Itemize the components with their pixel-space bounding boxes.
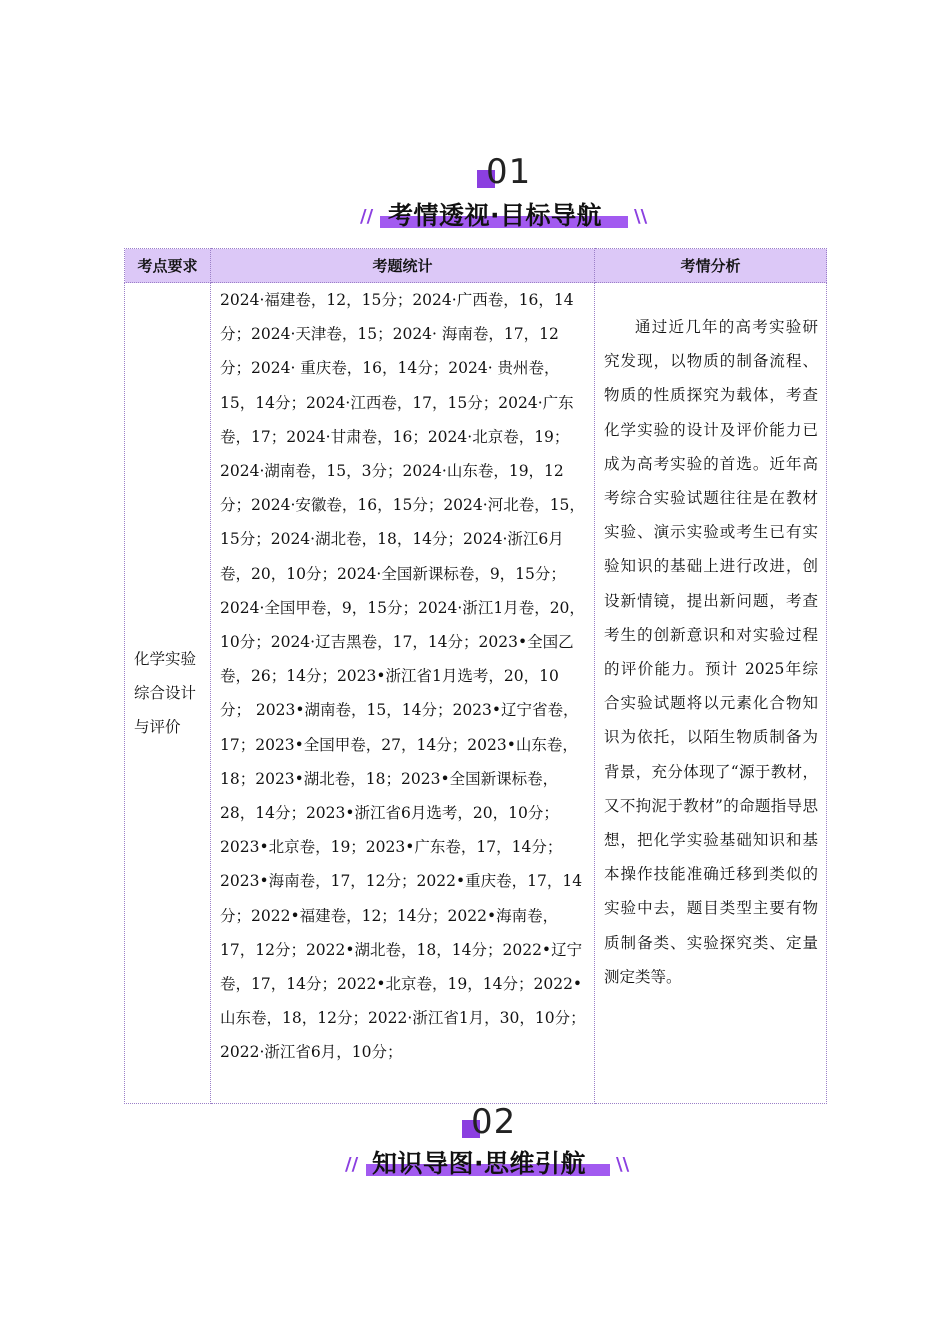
section-1-number: 01	[486, 152, 532, 192]
analysis-cell: 通过近几年的高考实验研究发现，以物质的制备流程、物质的性质探究为载体，考查化学实验的设计及评价能力已成为高考实验的首选。近年高考综合实验试题往往是在教材实验、演示实验或考生已有实验知识的基础上进行改进，创设新情镜，提出新问题，考查考生的创新意识和对实验过程的评价能力。预计 2025年综合实验试题将以元素化合物知识为依托，以陌生物质制备为背景，充分体现了“源于教材，又不拘泥于教材”的命题指导思想，把化学实验基础知识和基本操作技能准确迁移到类似的实验中去，题目类型主要有物质制备类、实验探究类、定量测定类等。	[595, 283, 827, 1104]
section-2-number: 02	[471, 1102, 517, 1142]
section-2-header	[0, 1100, 950, 1180]
left-slash-decoration: //	[360, 206, 374, 227]
statistics-cell: 2024·福建卷，12，15分；2024·广西卷，16，14分；2024·天津卷，15；2024· 海南卷，17，12分；2024· 重庆卷，16，14分；2024· 贵州卷，15，14分；2024·江西卷，17，15分；2024·广东卷，17；2024·甘肃卷，16；2024·北京卷，19；2024·湖南卷，15，3分；2024·山东卷，19，12分；2024·安徽卷，16，15分；2024·河北卷，15，15分；2024·湖北卷，18，14分；2024·浙江6月卷，20，10分；2024·全国新课标卷，9，15分；2024·全国甲卷，9，15分；2024·浙江1月卷，20，10分；2024·辽吉黑卷，17，14分；2023•全国乙卷，26；14分；2023•浙江省1月选考，20，10分； 2023•湖南卷，15，14分；2023•辽宁省卷，17；2023•全国甲卷，27，14分；2023•山东卷，18；2023•湖北卷，18；2023•全国新课标卷，28，14分；2023•浙江省6月选考，20，10分；2023•北京卷，19；2023•广东卷，17，14分；2023•海南卷，17，12分；2022•重庆卷，17，14分；2022•福建卷，12；14分；2022•海南卷，17，12分；2022•湖北卷，18，14分；2022•辽宁卷，17，14分；2022•北京卷，19，14分；2022•山东卷，18，12分；2022·浙江省1月，30，10分；2022·浙江省6月，10分；	[211, 283, 595, 1104]
right-slash-decoration: \\	[616, 1154, 630, 1175]
header-analysis: 考情分析	[595, 249, 827, 283]
section-1-title: 考情透视·目标导航	[388, 201, 602, 230]
section-2-title: 知识导图·思维引航	[372, 1149, 586, 1178]
left-slash-decoration: //	[345, 1154, 359, 1175]
table-row	[125, 283, 827, 1104]
table-header-row	[125, 249, 827, 283]
header-statistics: 考题统计	[211, 249, 595, 283]
header-requirement: 考点要求	[125, 249, 211, 283]
right-slash-decoration: \\	[634, 206, 648, 227]
requirement-cell: 化学实验综合设计与评价	[125, 283, 211, 1104]
section-1-header	[0, 150, 950, 230]
exam-analysis-table	[124, 248, 827, 1104]
